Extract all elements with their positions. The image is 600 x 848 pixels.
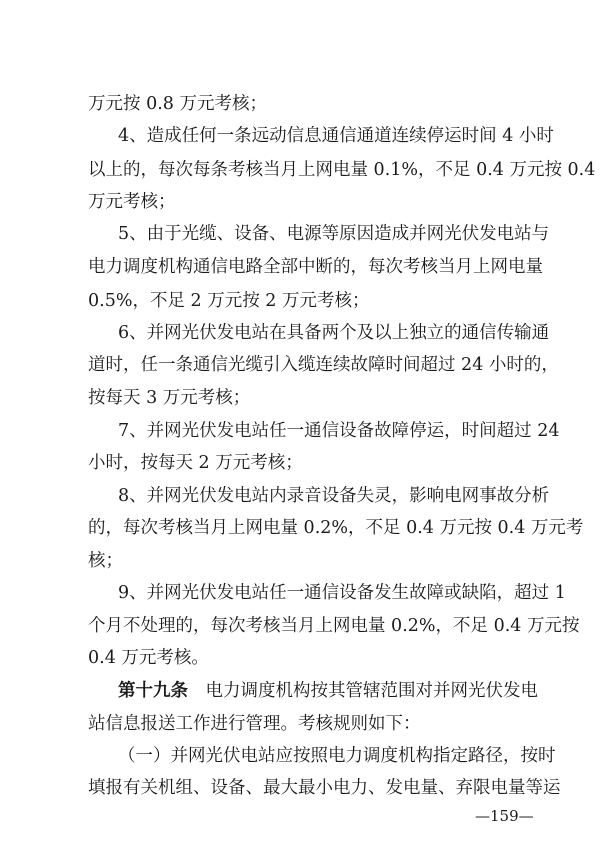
text-line: 核； [88, 551, 123, 571]
text-line: 小时，按每天 2 万元考核； [88, 453, 303, 473]
text-line: 8、并网光伏发电站内录音设备失灵，影响电网事故分析 [118, 486, 550, 506]
text-line: （一）并网光伏电站应按照电力调度机构指定路径，按时 [118, 746, 556, 766]
text-line: 的，每次考核当月上网电量 0.2%，不足 0.4 万元按 0.4 万元考 [88, 518, 584, 538]
text-line: 7、并网光伏发电站任一通信设备故障停运，时间超过 24 [118, 421, 560, 441]
text-line: 0.5%，不足 2 万元按 2 万元考核； [88, 291, 370, 311]
text-line: 填报有关机组、设备、最大最小电力、发电量、弃限电量等运 [88, 778, 561, 798]
text-line: 9、并网光伏发电站任一通信设备发生故障或缺陷，超过 1 [118, 583, 566, 603]
text-line: 个月不处理的，每次考核当月上网电量 0.2%，不足 0.4 万元按 [88, 616, 580, 636]
article-heading: 第十九条 [118, 681, 188, 701]
text-line: 电力调度机构通信电路全部中断的，每次考核当月上网电量 [88, 257, 543, 277]
text-line: 5、由于光缆、设备、电源等原因造成并网光伏发电站与 [118, 224, 550, 244]
text-line: 6、并网光伏发电站在具备两个及以上独立的通信传输通 [118, 323, 550, 343]
page-number: —159— [475, 807, 534, 825]
article-line [118, 679, 538, 703]
text-line: 万元按 0.8 万元考核； [88, 94, 267, 114]
text-line: 站信息报送工作进行管理。考核规则如下： [88, 714, 421, 734]
text-line: 万元考核； [88, 192, 176, 212]
article-text: 电力调度机构按其管辖范围对并网光伏发电 [205, 681, 538, 701]
text-line: 4、造成任何一条远动信息通信通道连续停运时间 4 小时 [118, 126, 554, 146]
text-line: 道时，任一条通信光缆引入缆连续故障时间超过 24 小时的， [88, 355, 559, 375]
text-line: 以上的，每次每条考核当月上网电量 0.1%，不足 0.4 万元按 0.4 [88, 160, 596, 180]
text-line: 0.4 万元考核。 [88, 648, 209, 668]
text-line: 按每天 3 万元考核； [88, 388, 251, 408]
